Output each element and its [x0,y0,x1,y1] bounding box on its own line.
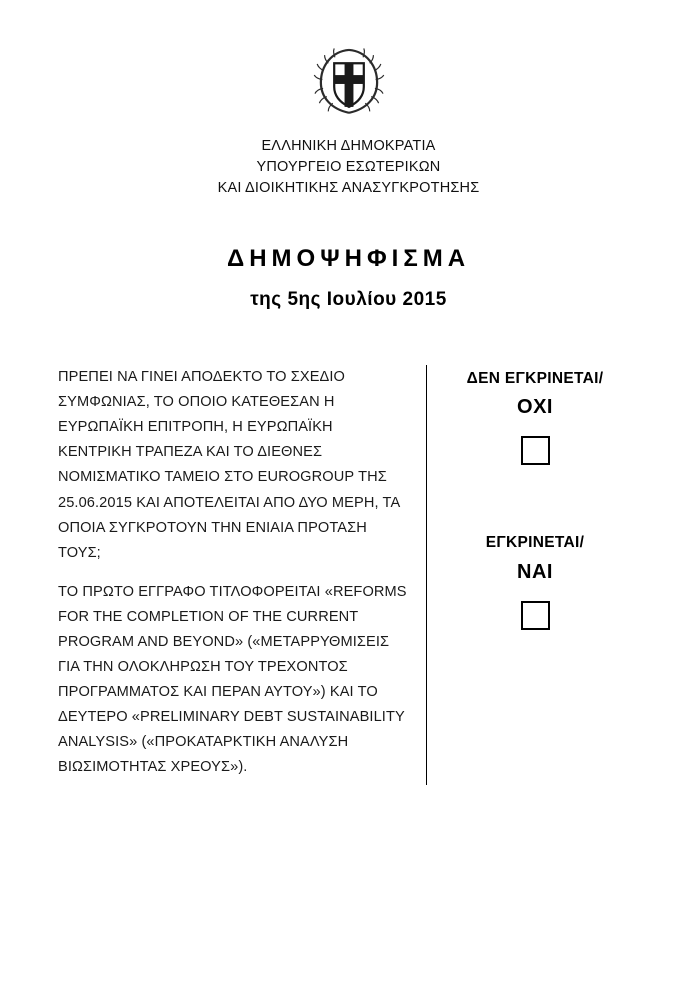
option-yes-checkbox[interactable] [521,601,550,630]
option-yes-label-line1: ΕΓΚΡΙΝΕΤΑΙ/ [485,534,585,552]
emblem-container [0,0,697,118]
option-no-label-line1: ΔΕΝ ΕΓΚΡΙΝΕΤΑΙ/ [466,370,604,388]
organization-block [0,136,697,199]
question-paragraph-1: ΠΡΕΠΕΙ ΝΑ ΓΙΝΕΙ ΑΠΟΔΕΚΤΟ ΤΟ ΣΧΕΔΙΟ ΣΥΜΦΩΝΙΑΣ, ΤΟ ΟΠΟΙΟ ΚΑΤΕΘΕΣΑΝ Η ΕΥΡΩΠΑΪΚΗ ΕΠΙΤΡΟΠΗ, Η ΕΥΡΩΠΑΪΚΗ ΚΕΝΤΡΙΚΗ ΤΡΑΠΕΖΑ ΚΑΙ ΤΟ ΔΙΕΘΝΕΣ ΝΟΜΙΣΜΑΤΙΚΟ ΤΑΜΕΙΟ ΣΤΟ EUROGROUP ΤΗΣ 25.06.2015 ΚΑΙ ΑΠΟΤΕΛΕΙΤΑΙ ΑΠΟ ΔΥΟ ΜΕΡΗ, ΤΑ ΟΠΟΙΑ ΣΥΓΚΡΟΤΟΥΝ ΤΗΝ ΕΝΙΑΙΑ ΠΡΟΤΑΣΗ ΤΟΥΣ; [58,369,400,561]
option-yes-label-line2: ΝΑΙ [517,560,553,583]
option-no-label-line2: ΟΧΙ [517,396,553,419]
organization-line-2: ΥΠΟΥΡΓΕΙΟ ΕΣΩΤΕΡΙΚΩΝ [256,159,441,176]
page-title: ΔΗΜΟΨΗΦΙΣΜΑ [226,245,471,273]
referendum-question [58,365,426,781]
vote-options [427,365,641,630]
page-subtitle: της 5ης Ιουλίου 2015 [250,289,447,311]
option-no[interactable] [437,367,641,465]
option-no-checkbox[interactable] [521,436,550,465]
option-yes[interactable] [437,531,641,629]
organization-line-3: ΚΑΙ ΔΙΟΙΚΗΤΙΚΗΣ ΑΝΑΣΥΓΚΡΟΤΗΣΗΣ [217,180,480,197]
question-paragraph-2: ΤΟ ΠΡΩΤΟ ΕΓΓΡΑΦΟ ΤΙΤΛΟΦΟΡΕΙΤΑΙ «REFORMS FOR THE COMPLETION OF THE CURRENT PROGRAM AND BEYOND» («ΜΕΤΑΡΡΥΘΜΙΣΕΙΣ ΓΙΑ ΤΗΝ ΟΛΟΚΛΗΡΩΣΗ ΤΟΥ ΤΡΕΧΟΝΤΟΣ ΠΡΟΓΡΑΜΜΑΤΟΣ ΚΑΙ ΠΕΡΑΝ ΑΥΤΟΥ») ΚΑΙ ΤΟ ΔΕΥΤΕΡΟ «PRELIMINARY DEBT SUSTAINABILITY ANALYSIS» («ΠΡΟΚΑΤΑΡΚΤΙΚΗ ΑΝΑΛΥΣΗ ΒΙΩΣΙΜΟΤΗΤΑΣ ΧΡΕΟΥΣ»). [58,583,407,776]
greek-coat-of-arms-icon [312,44,386,118]
organization-line-1: ΕΛΛΗΝΙΚΗ ΔΗΜΟΚΡΑΤΙΑ [261,138,436,154]
ballot-body [0,365,697,785]
